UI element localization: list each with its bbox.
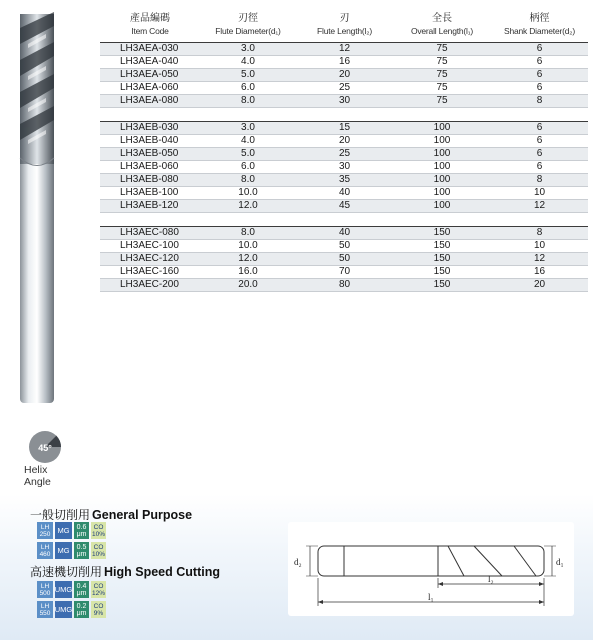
general-grade-badges-1 [37,522,106,539]
flute-diameter-cell: 4.0 [200,55,296,68]
flute-diameter-cell: 12.0 [200,252,296,265]
item-code-cell: LH3AEC-160 [100,265,200,278]
shank-diameter-cell: 8 [491,226,588,239]
high-speed-cutting-title: 高速機切削用 High Speed Cutting [30,565,220,579]
flute-diameter-cell: 10.0 [200,239,296,252]
cobalt-content-badge-text: 9% [93,609,104,617]
overall-length-cell: 75 [393,81,491,94]
cobalt-content-badge [91,601,106,618]
shank-diameter-cell: 10 [491,186,588,199]
item-code-cell: LH3AEB-050 [100,147,200,160]
high-speed-grade-badges-1 [37,581,106,598]
grain-size-badge [74,542,89,559]
flute-length-cell: 20 [296,68,393,81]
flute-length-cell: 25 [296,81,393,94]
flute-length-cell: 12 [296,42,393,55]
table-row [100,252,588,265]
cobalt-content-badge [91,542,106,559]
label-d1: d₁ [556,557,564,567]
item-code-cell: LH3AEC-080 [100,226,200,239]
table-row [100,226,588,239]
grade-badge [37,581,53,598]
item-code-cell: LH3AEB-030 [100,121,200,134]
shank-diameter-cell: 6 [491,121,588,134]
grade-badge [37,522,53,539]
overall-length-cell: 150 [393,252,491,265]
grain-size-badge-text: 0.2 [76,602,87,610]
table-row [100,81,588,94]
table-row [100,121,588,134]
shank-diameter-cell: 16 [491,265,588,278]
item-code-cell: LH3AEB-040 [100,134,200,147]
shank-diameter-cell: 12 [491,199,588,212]
table-row [100,173,588,186]
grade-badge-text: LH [40,602,50,610]
grain-size-badge [74,522,89,539]
flute-diameter-cell: 8.0 [200,94,296,107]
table-row [100,239,588,252]
specification-table [100,12,588,292]
label-d2: d₂ [294,557,302,567]
overall-length-cell: 75 [393,68,491,81]
helix-label-line2: Angle [24,476,51,488]
flute-diameter-cell: 20.0 [200,278,296,291]
tool-outline [318,546,544,576]
shank-diameter-cell: 6 [491,68,588,81]
shank-diameter-cell: 10 [491,239,588,252]
flute-length-cell: 16 [296,55,393,68]
carbide-type-badge: MG [55,542,72,559]
overall-length-cell: 100 [393,121,491,134]
flute-length-cell: 50 [296,239,393,252]
table-row [100,160,588,173]
flute-diameter-cell: 5.0 [200,147,296,160]
flute-length-cell: 50 [296,252,393,265]
flute-diameter-cell: 8.0 [200,173,296,186]
flute-length-cell: 15 [296,121,393,134]
flute-length-cell: 70 [296,265,393,278]
overall-length-cell: 150 [393,226,491,239]
grade-badge-text: LH [40,543,50,551]
grade-badge-text: 460 [39,550,51,558]
item-code-cell: LH3AEA-050 [100,68,200,81]
flute-length-cell: 25 [296,147,393,160]
cobalt-content-badge-text: CO [93,602,104,610]
item-code-cell: LH3AEC-120 [100,252,200,265]
table-row [100,199,588,212]
grade-badge-text: LH [40,582,50,590]
grain-size-badge-text: 0.6 [76,523,87,531]
shank-diameter-cell: 6 [491,134,588,147]
table-row [100,42,588,55]
shank-diameter-cell: 8 [491,173,588,186]
general-grade-badges-2 [37,542,106,559]
flute-diameter-cell: 3.0 [200,121,296,134]
grain-size-badge [74,581,89,598]
general-purpose-title: 一般切削用 General Purpose [30,508,193,522]
flute-length-cell: 80 [296,278,393,291]
cobalt-content-badge [91,522,106,539]
item-code-cell: LH3AEC-200 [100,278,200,291]
flute-diameter-cell: 6.0 [200,81,296,94]
cobalt-content-badge-text: 10% [91,530,105,538]
flute-diameter-cell: 8.0 [200,226,296,239]
shank-diameter-cell: 20 [491,278,588,291]
grade-badge-text: 550 [39,609,51,617]
item-code-cell: LH3AEB-120 [100,199,200,212]
end-mill-dimension-drawing [288,522,574,616]
overall-length-cell: 150 [393,265,491,278]
cobalt-content-badge-text: 12% [91,589,105,597]
label-l2: l₂ [488,574,494,584]
item-code-cell: LH3AEA-030 [100,42,200,55]
table-row [100,278,588,291]
overall-length-cell: 100 [393,173,491,186]
header-flute-length: 刃 Flute Length(l₂) [317,13,372,36]
item-code-cell: LH3AEB-100 [100,186,200,199]
grain-size-badge-text: μm [76,530,87,538]
cobalt-content-badge-text: CO [93,523,104,531]
cobalt-content-badge [91,581,106,598]
shank-diameter-cell: 6 [491,147,588,160]
grade-badge-text: LH [40,523,50,531]
header-shank-diameter: 柄徑 Shank Diameter(d₂) [503,13,576,36]
overall-length-cell: 75 [393,42,491,55]
table-header-row [100,12,588,42]
item-code-cell: LH3AEA-080 [100,94,200,107]
end-mill-image [6,8,66,408]
table-row [100,68,588,81]
table-row [100,186,588,199]
item-code-cell: LH3AEC-100 [100,239,200,252]
helix-angle-label [24,464,51,488]
overall-length-cell: 100 [393,147,491,160]
overall-length-cell: 150 [393,239,491,252]
flute-diameter-cell: 4.0 [200,134,296,147]
grade-badge [37,601,53,618]
table-row [100,94,588,107]
grain-size-badge-text: 0.5 [76,543,87,551]
grain-size-badge [74,601,89,618]
label-l1: l₁ [428,592,434,602]
overall-length-cell: 100 [393,160,491,173]
overall-length-cell: 150 [393,278,491,291]
carbide-type-badge: UMG [55,601,72,618]
flute-length-cell: 35 [296,173,393,186]
high-speed-grade-badges-2 [37,601,106,618]
grain-size-badge-text: μm [76,609,87,617]
header-flute-diameter: 刃徑 Flute Diameter(d₁) [215,13,281,36]
flute-diameter-cell: 6.0 [200,160,296,173]
overall-length-cell: 100 [393,186,491,199]
cobalt-content-badge-text: CO [93,543,104,551]
flute-length-cell: 20 [296,134,393,147]
flute-diameter-cell: 12.0 [200,199,296,212]
flute-length-cell: 45 [296,199,393,212]
overall-length-cell: 100 [393,199,491,212]
shank-diameter-cell: 6 [491,42,588,55]
grain-size-badge-text: 0.4 [76,582,87,590]
flute-length-cell: 30 [296,160,393,173]
flute-length-cell: 40 [296,226,393,239]
cobalt-content-badge-text: 10% [91,550,105,558]
header-overall-length: 全長 Overall Length(l₁) [410,13,474,36]
grade-badge-text: 250 [39,530,51,538]
overall-length-cell: 75 [393,94,491,107]
grade-badge [37,542,53,559]
group-spacer [100,212,588,226]
cobalt-content-badge-text: CO [93,582,104,590]
overall-length-cell: 100 [393,134,491,147]
flute-diameter-cell: 5.0 [200,68,296,81]
header-item-code: 產品編碼 Item Code [130,13,170,36]
item-code-cell: LH3AEA-040 [100,55,200,68]
item-code-cell: LH3AEA-060 [100,81,200,94]
shank-diameter-cell: 6 [491,81,588,94]
table-row [100,134,588,147]
shank-diameter-cell: 12 [491,252,588,265]
grain-size-badge-text: μm [76,589,87,597]
flute-diameter-cell: 10.0 [200,186,296,199]
shank-diameter-cell: 8 [491,94,588,107]
helix-label-line1: Helix [24,464,48,476]
grade-badge-text: 500 [39,589,51,597]
item-code-cell: LH3AEB-060 [100,160,200,173]
carbide-type-badge: MG [55,522,72,539]
table-row [100,147,588,160]
group-spacer [100,107,588,121]
helix-angle-value: 45° [38,443,52,453]
table-row [100,55,588,68]
shank-diameter-cell: 6 [491,160,588,173]
flute-length-cell: 40 [296,186,393,199]
flute-diameter-cell: 3.0 [200,42,296,55]
helix-angle-icon [28,430,62,464]
shank-diameter-cell: 6 [491,55,588,68]
table-row [100,265,588,278]
overall-length-cell: 75 [393,55,491,68]
flute-length-cell: 30 [296,94,393,107]
carbide-type-badge: UMG [55,581,72,598]
flute-diameter-cell: 16.0 [200,265,296,278]
item-code-cell: LH3AEB-080 [100,173,200,186]
grain-size-badge-text: μm [76,550,87,558]
